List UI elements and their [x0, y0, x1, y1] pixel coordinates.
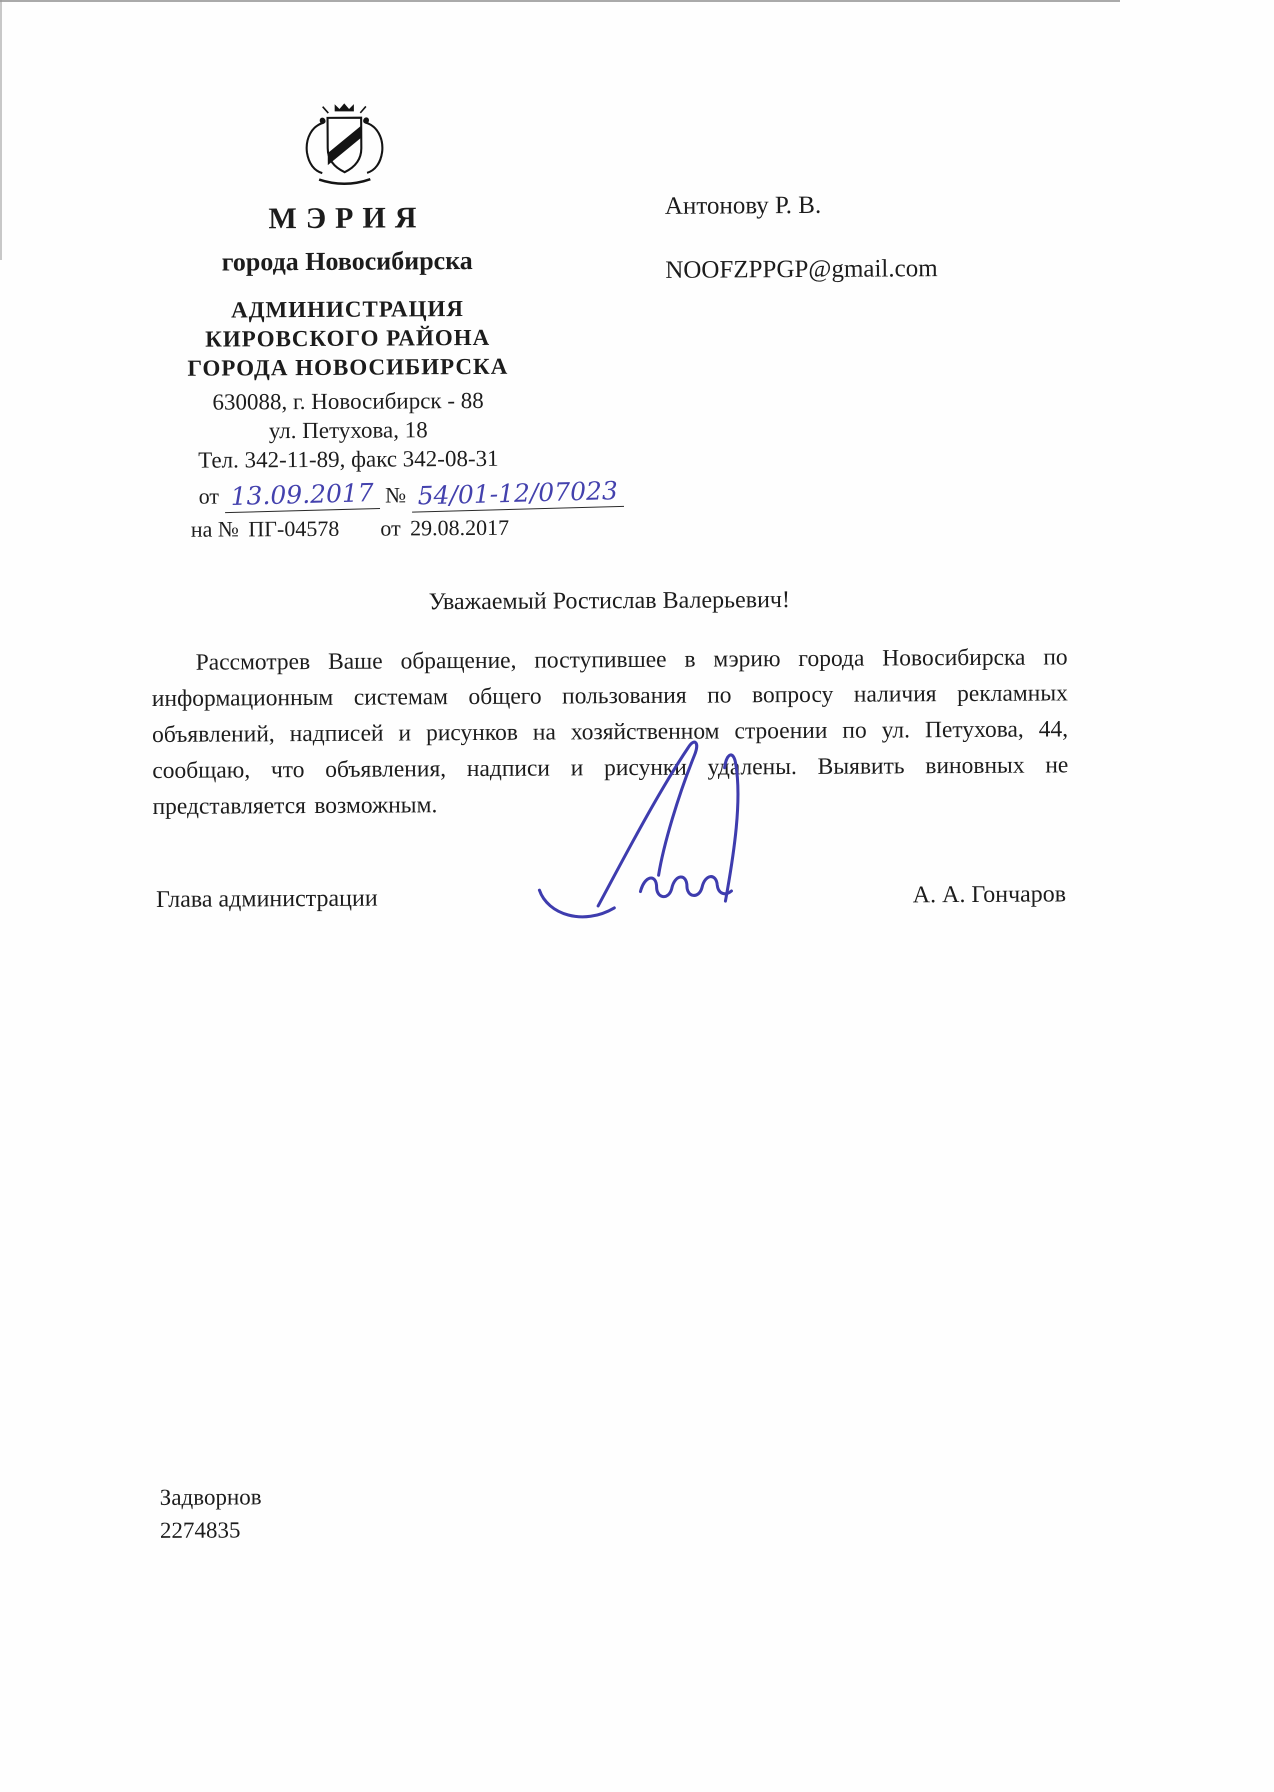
recipient-block — [665, 190, 938, 286]
address-line2: ул. Петухова, 18 — [268, 417, 428, 444]
reply-date-value: 29.08.2017 — [410, 514, 510, 541]
department-line2: КИРОВСКОГО РАЙОНА — [205, 324, 491, 352]
department-line1: АДМИНИСТРАЦИЯ — [230, 296, 465, 323]
org-name-line1: МЭРИЯ — [268, 201, 426, 236]
reply-number: ПГ-04578 — [248, 515, 340, 542]
ref-number-label: № — [385, 482, 407, 508]
org-name-line2: города Новосибирска — [221, 245, 473, 277]
executor-block — [160, 1480, 262, 1547]
executor-phone: 2274835 — [159, 1517, 241, 1544]
recipient-name: Антонову Р. В. — [664, 191, 822, 220]
signer-position: Глава администрации — [156, 885, 378, 913]
letter-body-paragraph: Рассмотрев Ваше обращение, поступившее в мэрию города Новосибирска по информационным системам общего пользования по вопросу наличия рекламных объявлений, надписей и рисунков на хозяйственном строении по ул. Петухова, 44, сообщаю, что объявления, надписи и рисунки удалены. Выявить виновных не представляется возможным. — [151, 644, 1069, 820]
department-line3: ГОРОДА НОВОСИБИРСКА — [187, 353, 509, 381]
outgoing-reference-row — [199, 478, 624, 512]
novosibirsk-coat-of-arms-icon — [296, 97, 393, 194]
recipient-email: NOOFZPPGP@gmail.com — [665, 255, 938, 284]
ref-from-label: от — [198, 483, 220, 509]
reply-date-label: от — [380, 515, 401, 541]
address-line1: 630088, г. Новосибирск - 88 — [212, 388, 484, 415]
reply-label: на № — [190, 516, 239, 542]
ref-date-handwritten: 13.09.2017 — [224, 478, 380, 513]
letterhead — [115, 198, 581, 475]
address-line3: Тел. 342-11-89, факс 342-08-31 — [198, 445, 499, 473]
executor-name: Задворнов — [159, 1484, 262, 1510]
ref-number-handwritten: 54/01-12/07023 — [411, 476, 624, 513]
signer-name: А. А. Гончаров — [912, 881, 1067, 909]
salutation: Уважаемый Ростислав Валерьевич! — [428, 587, 791, 616]
incoming-reference-row — [191, 515, 513, 543]
